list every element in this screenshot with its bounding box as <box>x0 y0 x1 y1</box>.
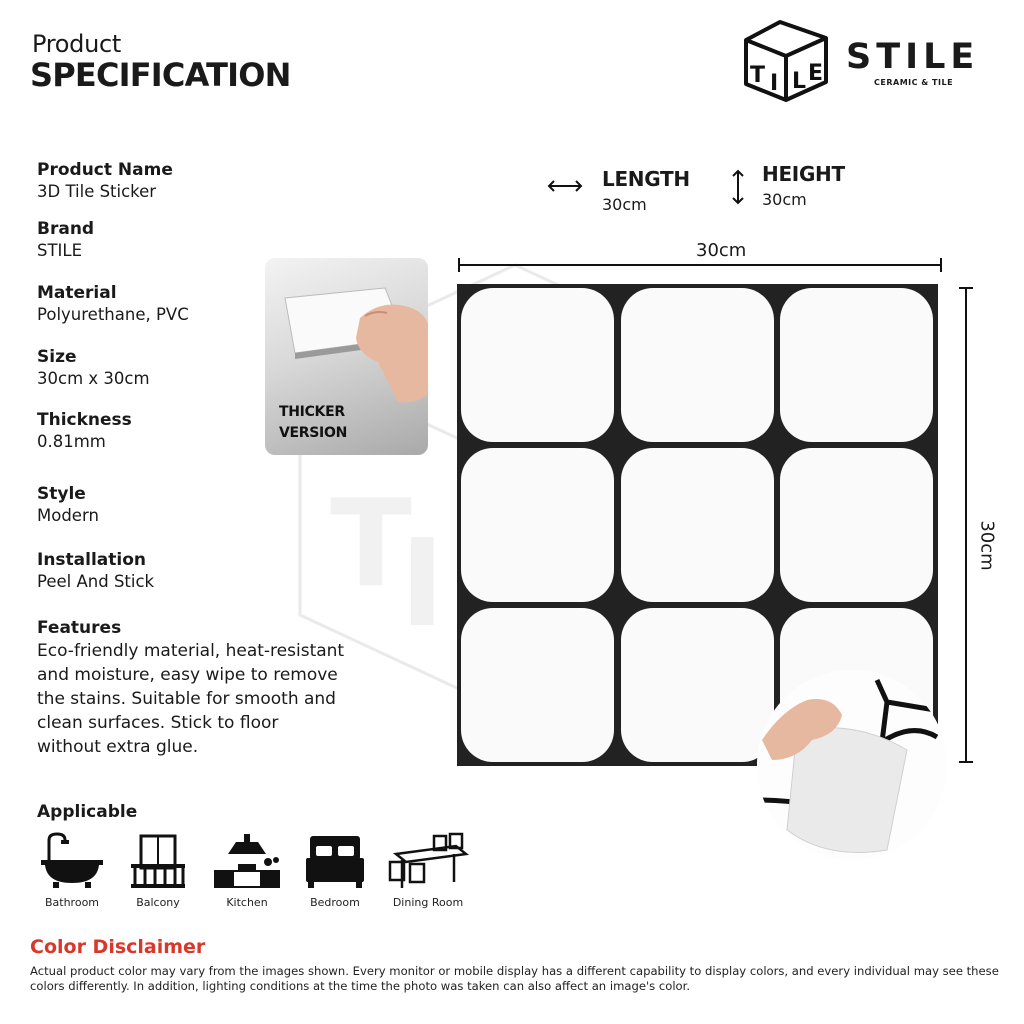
thicker-version-photo <box>265 258 428 455</box>
length-label: LENGTH <box>602 167 690 191</box>
spec-value: 0.81mm <box>37 432 106 451</box>
applicable-label: Bathroom <box>44 896 100 909</box>
logo-letter-t: T <box>750 63 766 88</box>
spec-label: Features <box>37 618 122 638</box>
dining-table-icon <box>386 832 470 890</box>
bathtub-icon <box>39 832 105 890</box>
applicable-title: Applicable <box>37 802 138 822</box>
spec-product-name <box>37 160 357 202</box>
ruler-right-label: 30cm <box>976 520 998 571</box>
spec-label: Thickness <box>37 410 132 430</box>
tile-cell <box>621 448 774 602</box>
kitchen-icon <box>212 832 282 890</box>
applicable-label: Kitchen <box>226 896 268 909</box>
spec-brand <box>37 219 357 261</box>
spec-label: Material <box>37 283 117 303</box>
spec-installation <box>37 550 357 592</box>
svg-text:I: I <box>400 515 445 654</box>
svg-text:T: T <box>330 475 412 614</box>
tile-cube-logo-icon <box>740 18 836 104</box>
disclaimer-text: Actual product color may vary from the images shown. Every monitor or mobile display has a different capability to display colors, and every individual may see these colors differently. In addition, lighting conditions at the time the photo was taken can also affect an image's color. <box>30 964 999 993</box>
disclaimer-title: Color Disclaimer <box>30 936 206 958</box>
peel-detail-photo <box>757 670 947 860</box>
horizontal-arrow-icon <box>546 178 584 194</box>
applicable-balcony <box>113 832 203 909</box>
tile-cell <box>780 288 933 442</box>
bed-icon <box>302 832 368 890</box>
peel-corner-icon <box>757 670 947 860</box>
spec-value: Peel And Stick <box>37 572 155 591</box>
balcony-icon <box>125 832 191 890</box>
applicable-label: Balcony <box>136 896 180 909</box>
logo-letter-l: L <box>792 69 807 94</box>
spec-label: Style <box>37 484 86 504</box>
logo-letter-e: E <box>808 61 824 86</box>
spec-label: Installation <box>37 550 147 570</box>
spec-style <box>37 484 357 526</box>
tile-cell <box>461 448 614 602</box>
spec-label: Product Name <box>37 160 173 180</box>
height-value: 30cm <box>762 190 807 209</box>
tile-cell <box>621 288 774 442</box>
tile-cell <box>461 288 614 442</box>
length-value: 30cm <box>602 195 647 214</box>
brand-name: STILE <box>846 37 980 77</box>
applicable-label: Bedroom <box>310 896 360 909</box>
spec-label: Size <box>37 347 77 367</box>
applicable-bedroom <box>290 832 380 909</box>
spec-label: Brand <box>37 219 95 239</box>
header-subtitle: Product <box>32 30 122 58</box>
spec-value: Modern <box>37 506 99 525</box>
applicable-label: Dining Room <box>392 896 464 909</box>
applicable-dining-room <box>383 832 473 909</box>
vertical-arrow-icon <box>730 168 746 206</box>
ruler-top-line <box>458 257 942 273</box>
applicable-bathroom <box>27 832 117 909</box>
ruler-right-line <box>958 287 974 763</box>
height-label: HEIGHT <box>762 162 845 186</box>
logo-letter-i: I <box>770 71 779 96</box>
thicker-version-label <box>279 402 347 444</box>
tile-cell <box>780 448 933 602</box>
tile-cell <box>461 608 614 762</box>
thicker-label-line2: VERSION <box>279 425 347 441</box>
spec-value: Eco-friendly material, heat-resistant and moisture, easy wipe to remove the stains. Suitable for smooth and clean surfaces. Stick to floor without extra glue. <box>37 641 345 757</box>
thicker-label-line1: THICKER <box>279 404 345 420</box>
ruler-top-label: 30cm <box>696 240 747 261</box>
spec-features <box>37 618 357 759</box>
spec-value: 30cm x 30cm <box>37 369 150 388</box>
spec-value: 3D Tile Sticker <box>37 182 157 201</box>
tile-cell <box>621 608 774 762</box>
brand-tagline: CERAMIC & TILE <box>874 78 954 87</box>
spec-value: Polyurethane, PVC <box>37 305 189 324</box>
applicable-kitchen <box>202 832 292 909</box>
spec-value: STILE <box>37 241 83 260</box>
page-title: SPECIFICATION <box>30 56 291 94</box>
